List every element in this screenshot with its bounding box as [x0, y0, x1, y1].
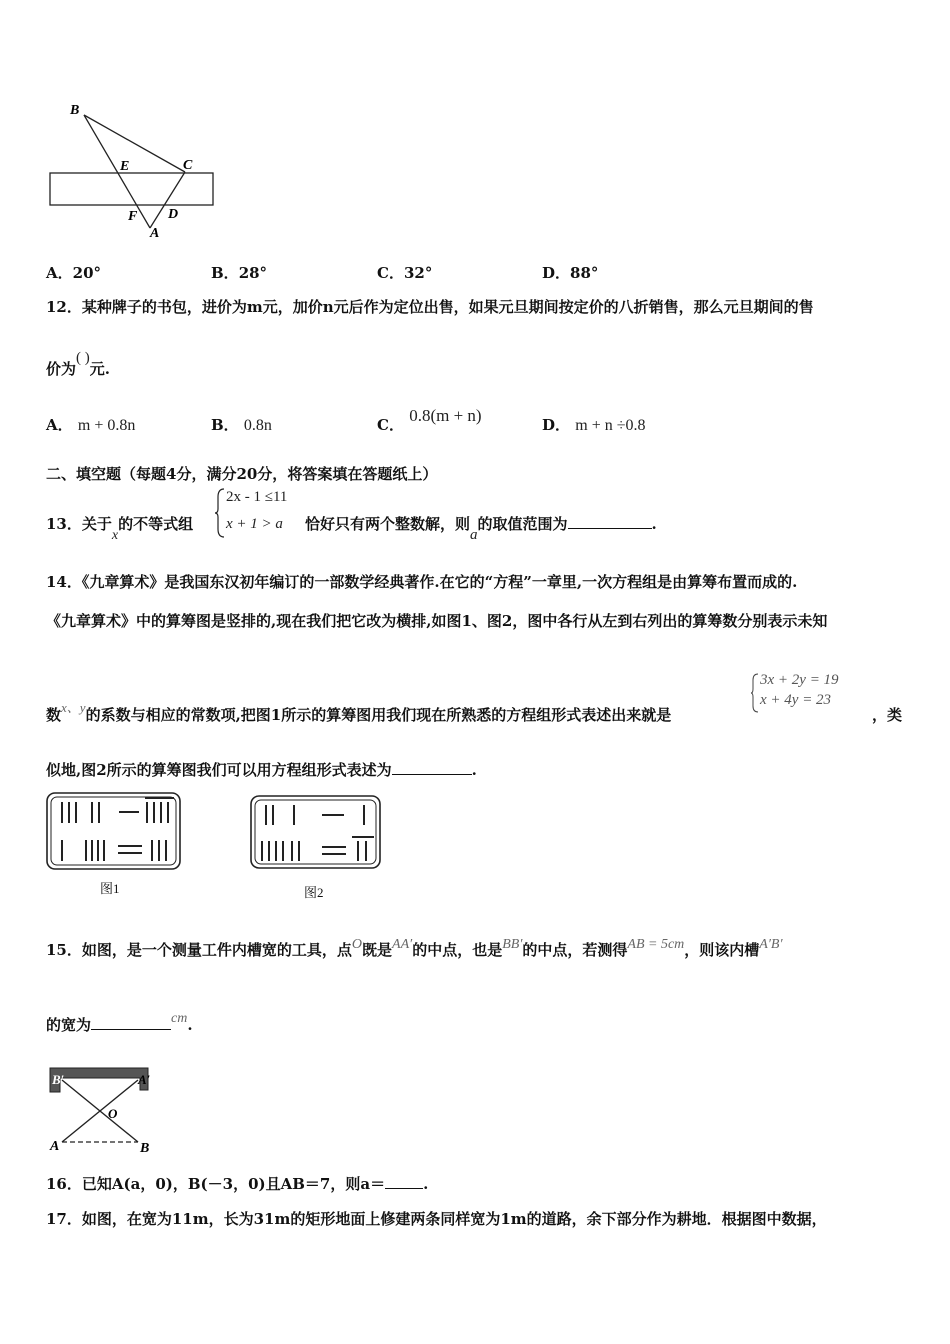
q12-option-a: A． m + 0.8n: [46, 416, 136, 434]
q14-line3-end: ，类: [872, 706, 903, 724]
label-B: B: [140, 1141, 150, 1156]
q17-stem: 17．如图，在宽为11m，长为31m的矩形地面上修建两条同样宽为1m的道路，余下部分作为耕地．根据图中数据，: [46, 1210, 827, 1228]
label-O: O: [108, 1106, 118, 1121]
q11-option-d: D．88°: [542, 264, 599, 282]
q15-line1: 15．如图，是一个测量工件内槽宽的工具，点O既是AA′的中点，也是BB′的中点，若测得AB = 5cm，则该内槽A′B′: [46, 937, 783, 959]
q16-answer-blank[interactable]: [385, 1188, 423, 1189]
q14-equation-2: x + 4y = 23: [760, 692, 832, 708]
label-C: C: [183, 158, 193, 173]
q12-paren: ( ): [76, 350, 90, 366]
q15-line2: 的宽为 cm.: [46, 1011, 193, 1034]
label-E: E: [120, 159, 130, 174]
q14-brace: [750, 672, 760, 714]
counting-rod-figure-1: [44, 790, 184, 872]
label-B-prime: B′: [52, 1072, 65, 1087]
label-A: A: [150, 226, 160, 241]
q14-answer-blank[interactable]: [392, 774, 472, 775]
figure-2-caption: 图2: [304, 885, 324, 900]
q11-option-a: A．20°: [46, 264, 102, 282]
q14-line3: 数x、y的系数与相应的常数项,把图1所示的算筹图用我们现在所熟悉的方程组形式表述出来就是: [46, 700, 672, 724]
q13-stem: 13．关于x的不等式组: [46, 515, 194, 543]
q13-brace: [214, 487, 226, 539]
q11-option-b: B．28°: [211, 264, 268, 282]
q12-option-d: D． m + n ÷0.8: [542, 416, 646, 434]
q13-inequality-1: 2x - 1 ≤11: [226, 489, 288, 505]
section-heading: 二、填空题（每题4分，满分20分，将答案填在答题纸上）: [46, 465, 438, 483]
measuring-tool-figure: [44, 1062, 159, 1157]
q15-answer-blank[interactable]: [91, 1029, 171, 1030]
q13-answer-blank[interactable]: [568, 528, 652, 529]
label-F: F: [128, 209, 138, 224]
q11-option-c: C．32°: [377, 264, 433, 282]
q13-inequality-2: x + 1 > a: [226, 516, 283, 532]
q16-stem: 16．已知A(a，0)，B(－3，0)且AB＝7，则a＝ .: [46, 1175, 429, 1193]
q12-option-c: C． 0.8(m + n): [377, 406, 482, 434]
q14-line1: 14．《九章算术》是我国东汉初年编订的一部数学经典著作.在它的“方程”一章里,一次方程组是由算筹布置而成的.: [46, 573, 798, 591]
q14-equation-1: 3x + 2y = 19: [760, 672, 839, 688]
label-D: D: [168, 207, 179, 222]
q14-line4: 似地,图2所示的算筹图我们可以用方程组形式表述为 .: [46, 761, 477, 779]
q12-stem-line2: 价为( )元.: [46, 350, 110, 378]
line-BA: [84, 115, 150, 228]
geometry-figure-q11: [40, 95, 230, 245]
q12-option-b: B． 0.8n: [211, 416, 272, 434]
q12-stem-line1: 12．某种牌子的书包，进价为m元，加价n元后作为定位出售，如果元旦期间按定价的八折销售，那么元旦期间的售: [46, 298, 814, 316]
q13-stem-end: 恰好只有两个整数解，则a的取值范围为 .: [305, 515, 657, 543]
label-B: B: [70, 103, 80, 118]
q14-line2: 《九章算术》中的算筹图是竖排的,现在我们把它改为横排,如图1、图2，图中各行从左到右列出的算筹数分别表示未知: [46, 612, 828, 630]
figure-1-caption: 图1: [100, 881, 120, 896]
line-BC: [84, 115, 185, 172]
counting-rod-figure-2: [248, 793, 384, 871]
label-A-prime: A′: [138, 1072, 151, 1087]
label-A: A: [50, 1139, 60, 1154]
parallel-strip: [50, 173, 213, 205]
